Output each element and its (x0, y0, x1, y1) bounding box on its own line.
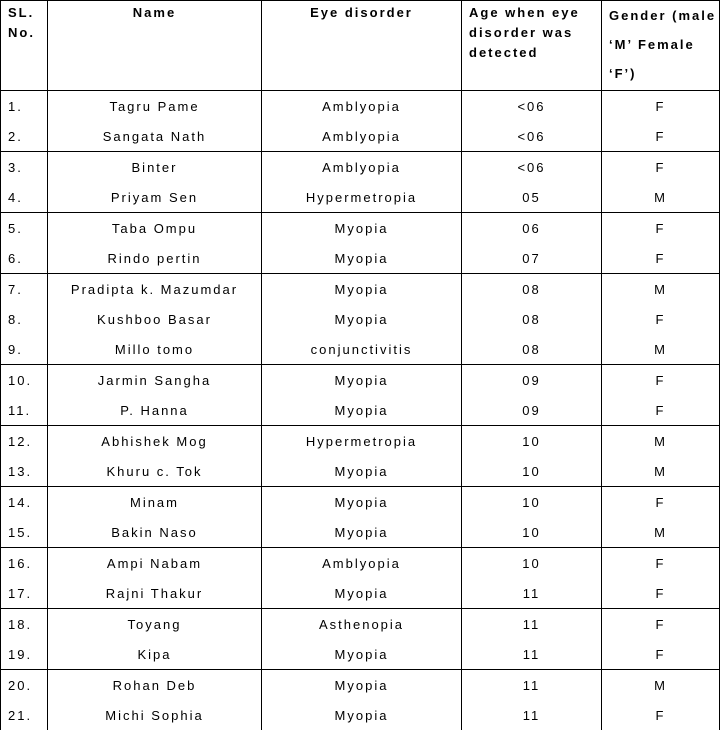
cell-disorder: Amblyopia (262, 152, 462, 183)
table-row (1, 456, 720, 487)
table-row (1, 304, 720, 334)
cell-name: Rajni Thakur (48, 578, 262, 609)
table-row (1, 334, 720, 365)
cell-gender: F (602, 487, 720, 518)
table-row (1, 365, 720, 396)
cell-age: <06 (462, 152, 602, 183)
cell-sl: 13. (1, 456, 48, 487)
cell-sl: 16. (1, 548, 48, 579)
cell-name: Minam (48, 487, 262, 518)
table-row (1, 517, 720, 548)
cell-sl: 3. (1, 152, 48, 183)
cell-age: 09 (462, 365, 602, 396)
cell-age: <06 (462, 121, 602, 152)
cell-disorder: Myopia (262, 304, 462, 334)
cell-disorder: Myopia (262, 456, 462, 487)
cell-sl: 7. (1, 274, 48, 305)
table-row (1, 182, 720, 213)
cell-gender: F (602, 700, 720, 730)
cell-disorder: Myopia (262, 670, 462, 701)
cell-age: 11 (462, 639, 602, 670)
cell-age: 10 (462, 548, 602, 579)
cell-name: Tagru Pame (48, 91, 262, 122)
cell-disorder: Amblyopia (262, 548, 462, 579)
cell-gender: M (602, 517, 720, 548)
header-eye-disorder: Eye disorder (262, 1, 462, 91)
table-row (1, 152, 720, 183)
cell-name: Jarmin Sangha (48, 365, 262, 396)
table-row (1, 639, 720, 670)
cell-sl: 10. (1, 365, 48, 396)
cell-name: Binter (48, 152, 262, 183)
cell-sl: 19. (1, 639, 48, 670)
cell-disorder: Amblyopia (262, 91, 462, 122)
header-name: Name (48, 1, 262, 91)
table-row (1, 487, 720, 518)
table-row (1, 395, 720, 426)
cell-name: Khuru c. Tok (48, 456, 262, 487)
cell-sl: 2. (1, 121, 48, 152)
table-row (1, 548, 720, 579)
cell-sl: 14. (1, 487, 48, 518)
cell-age: 11 (462, 609, 602, 640)
cell-disorder: Myopia (262, 700, 462, 730)
cell-age: 09 (462, 395, 602, 426)
cell-disorder: Myopia (262, 365, 462, 396)
cell-sl: 8. (1, 304, 48, 334)
cell-disorder: Asthenopia (262, 609, 462, 640)
cell-name: Priyam Sen (48, 182, 262, 213)
table-row (1, 578, 720, 609)
cell-gender: F (602, 243, 720, 274)
cell-disorder: conjunctivitis (262, 334, 462, 365)
cell-age: 08 (462, 334, 602, 365)
cell-name: Kipa (48, 639, 262, 670)
cell-name: Ampi Nabam (48, 548, 262, 579)
cell-gender: M (602, 670, 720, 701)
cell-sl: 12. (1, 426, 48, 457)
cell-disorder: Myopia (262, 639, 462, 670)
cell-sl: 17. (1, 578, 48, 609)
cell-age: 10 (462, 487, 602, 518)
table-row (1, 121, 720, 152)
table-header-row (1, 1, 720, 91)
table-row (1, 213, 720, 244)
cell-gender: F (602, 304, 720, 334)
table-row (1, 91, 720, 122)
table-row (1, 609, 720, 640)
cell-sl: 5. (1, 213, 48, 244)
cell-disorder: Amblyopia (262, 121, 462, 152)
cell-name: Pradipta k. Mazumdar (48, 274, 262, 305)
table-row (1, 700, 720, 730)
table-row (1, 274, 720, 305)
cell-name: P. Hanna (48, 395, 262, 426)
cell-sl: 18. (1, 609, 48, 640)
cell-sl: 20. (1, 670, 48, 701)
cell-gender: F (602, 548, 720, 579)
cell-gender: M (602, 182, 720, 213)
cell-sl: 9. (1, 334, 48, 365)
cell-name: Bakin Naso (48, 517, 262, 548)
cell-name: Taba Ompu (48, 213, 262, 244)
cell-gender: M (602, 456, 720, 487)
cell-age: 11 (462, 578, 602, 609)
header-sl-no: SL. No. (1, 1, 48, 91)
cell-age: 07 (462, 243, 602, 274)
cell-gender: F (602, 121, 720, 152)
cell-gender: F (602, 91, 720, 122)
cell-disorder: Hypermetropia (262, 182, 462, 213)
cell-gender: F (602, 213, 720, 244)
cell-gender: M (602, 426, 720, 457)
cell-disorder: Myopia (262, 487, 462, 518)
cell-age: 05 (462, 182, 602, 213)
cell-age: 08 (462, 304, 602, 334)
cell-disorder: Myopia (262, 578, 462, 609)
cell-age: 11 (462, 700, 602, 730)
cell-sl: 4. (1, 182, 48, 213)
cell-name: Kushboo Basar (48, 304, 262, 334)
cell-disorder: Myopia (262, 274, 462, 305)
cell-age: 06 (462, 213, 602, 244)
cell-gender: F (602, 152, 720, 183)
cell-name: Abhishek Mog (48, 426, 262, 457)
cell-disorder: Hypermetropia (262, 426, 462, 457)
cell-name: Sangata Nath (48, 121, 262, 152)
cell-age: 11 (462, 670, 602, 701)
header-age-detected: Age when eye disorder was detected (462, 1, 602, 91)
cell-sl: 1. (1, 91, 48, 122)
cell-sl: 21. (1, 700, 48, 730)
cell-disorder: Myopia (262, 213, 462, 244)
cell-age: 08 (462, 274, 602, 305)
header-gender: Gender (male ‘M’ Female ‘F’) (602, 1, 720, 91)
cell-sl: 11. (1, 395, 48, 426)
cell-gender: F (602, 639, 720, 670)
table-row (1, 243, 720, 274)
table-row (1, 670, 720, 701)
cell-gender: M (602, 334, 720, 365)
cell-sl: 15. (1, 517, 48, 548)
cell-age: 10 (462, 426, 602, 457)
cell-gender: M (602, 274, 720, 305)
cell-gender: F (602, 365, 720, 396)
cell-gender: F (602, 395, 720, 426)
cell-sl: 6. (1, 243, 48, 274)
cell-gender: F (602, 578, 720, 609)
cell-disorder: Myopia (262, 395, 462, 426)
cell-name: Rohan Deb (48, 670, 262, 701)
cell-disorder: Myopia (262, 517, 462, 548)
cell-name: Rindo pertin (48, 243, 262, 274)
cell-gender: F (602, 609, 720, 640)
cell-age: 10 (462, 456, 602, 487)
cell-disorder: Myopia (262, 243, 462, 274)
cell-name: Toyang (48, 609, 262, 640)
cell-name: Millo tomo (48, 334, 262, 365)
table-row (1, 426, 720, 457)
cell-name: Michi Sophia (48, 700, 262, 730)
cell-age: <06 (462, 91, 602, 122)
cell-age: 10 (462, 517, 602, 548)
